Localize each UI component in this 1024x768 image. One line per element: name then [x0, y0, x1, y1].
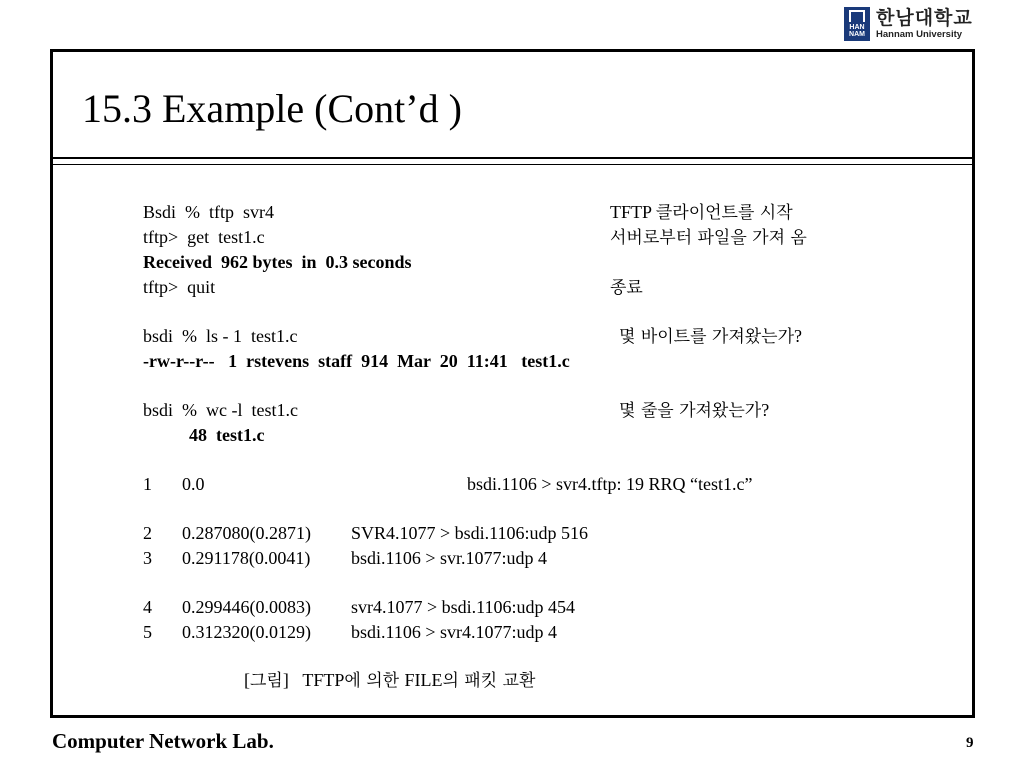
annotation-korean: 몇 줄을 가져왔는가: [619, 401, 762, 421]
trace-time: 0.291178(0.0041): [182, 548, 311, 568]
title-area: [53, 52, 972, 160]
annotation-korean: 클라이언트를 시작: [655, 203, 793, 223]
trace-number: 1: [143, 474, 152, 494]
annotation-question-mark: ?: [761, 400, 770, 420]
caption-file: FILE: [404, 670, 443, 690]
page-number: 9: [966, 735, 974, 751]
trace-number: 2: [143, 523, 152, 543]
caption-word-by: 에 의한: [344, 671, 405, 691]
trace-time: 0.299446(0.0083): [182, 597, 311, 617]
trace-number: 3: [143, 548, 152, 568]
trace-number: 5: [143, 622, 152, 642]
trace-time: 0.0: [182, 474, 205, 494]
trace-description: bsdi.1106 > svr4.1077:udp 4: [351, 622, 557, 642]
session-annotation: [610, 276, 643, 299]
slide-title: 15.3 Example (Cont’d ): [82, 86, 462, 131]
session-command-line: Bsdi % tftp svr4: [143, 202, 275, 222]
session-annotation: [619, 325, 802, 348]
caption-word-exchange: 의 패킷 교환: [442, 671, 536, 691]
caption-open-bracket: [: [244, 670, 250, 690]
trace-time: 0.287080(0.2871): [182, 523, 311, 543]
trace-number: 4: [143, 597, 152, 617]
trace-description: svr4.1077 > bsdi.1106:udp 454: [351, 597, 575, 617]
annotation-latin: TFTP: [610, 202, 656, 222]
session-annotation: [610, 226, 807, 249]
trace-description: bsdi.1106 > svr.1077:udp 4: [351, 548, 547, 568]
session-output-line: -rw-r--r-- 1 rstevens staff 914 Mar 20 11:41 test1.c: [143, 351, 570, 371]
caption-tftp: ] TFTP: [282, 670, 345, 690]
trace-description: SVR4.1077 > bsdi.1106:udp 516: [351, 523, 589, 543]
trace-description: bsdi.1106 > svr4.tftp: 19 RRQ “test1.c”: [467, 474, 753, 494]
annotation-korean: 몇 바이트를 가져왔는가: [619, 327, 795, 347]
figure-caption: [244, 669, 535, 692]
annotation-korean: 종료: [610, 278, 643, 298]
trace-time: 0.312320(0.0129): [182, 622, 311, 642]
footer-lab-name: Computer Network Lab.: [52, 729, 274, 753]
logo-wordmark: [876, 6, 973, 40]
session-command-line: tftp> get test1.c: [143, 227, 265, 247]
session-command-line: tftp> quit: [143, 277, 216, 297]
session-command-line: bsdi % ls - 1 test1.c: [143, 326, 298, 346]
annotation-question-mark: ?: [794, 326, 803, 346]
annotation-korean: 서버로부터 파일을 가져 옴: [610, 228, 807, 248]
session-command-line: bsdi % wc -l test1.c: [143, 400, 298, 420]
caption-word-figure: 그림: [250, 671, 283, 691]
session-output-line: Received 962 bytes in 0.3 seconds: [143, 252, 412, 272]
logo-korean-name: 한남대학교: [876, 6, 973, 29]
university-logo: [844, 6, 978, 42]
emblem-text: HAN NAM: [849, 24, 865, 38]
title-divider-thick: [53, 157, 972, 159]
session-annotation: [619, 399, 769, 422]
title-divider-thin: [53, 164, 972, 165]
session-output-line: 48 test1.c: [189, 425, 265, 445]
logo-english-name: Hannam University: [876, 28, 963, 40]
university-emblem-icon: [844, 7, 870, 41]
session-annotation: [610, 201, 793, 224]
